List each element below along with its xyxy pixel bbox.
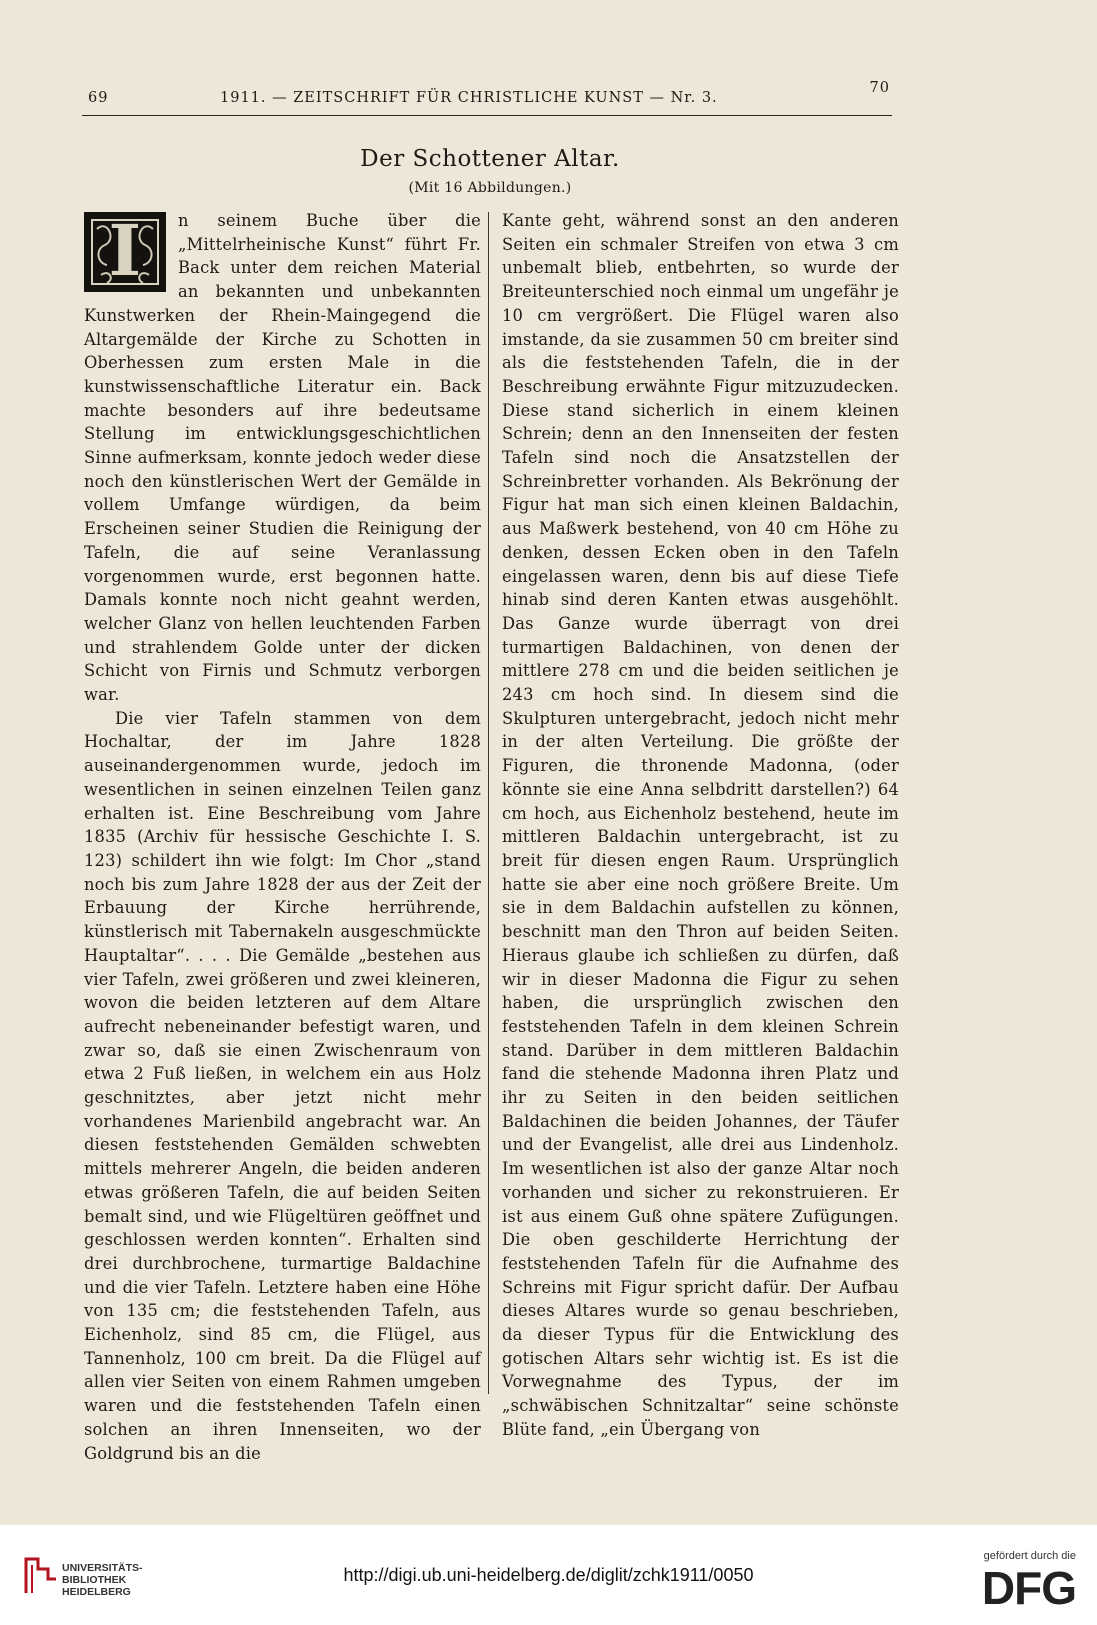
- running-title: 1911. — ZEITSCHRIFT FÜR CHRISTLICHE KUNST — Nr. 3.: [220, 90, 718, 106]
- text-column-left: [84, 209, 481, 1465]
- funded-by-label: gefördert durch die: [983, 1550, 1076, 1562]
- header-rule: [82, 115, 892, 116]
- paragraph-right-1: Kante geht, während sonst an den anderen Seiten ein schmaler Streifen von etwa 3 cm unbemalt blieb, entbehrten, so wurde der Breiteunterschied noch einmal um ungefähr je 10 cm vergrößert. Die Flügel waren also imstande, da sie zusammen 50 cm breiter sind als die feststehenden Tafeln, die in der Beschreibung erwähnte Figur mitzuzudecken. Diese stand sicherlich in einem kleinen Schrein; denn an den Innenseiten der festen Tafeln sind noch die Ansatzstellen der Schreinbretter vorhanden. Als Bekrönung der Figur hat man sich einen kleinen Baldachin, aus Maßwerk bestehend, von 40 cm Höhe zu denken, dessen Ecken oben in den Tafeln eingelassen waren, denn bis auf diese Tiefe hinab sind deren Kanten etwas ausgehöhlt. Das Ganze wurde überragt von drei turmartigen Baldachinen, von denen der mittlere 278 cm und die beiden seitlichen je 243 cm hoch sind. In diesem sind die Skulpturen untergebracht, jedoch nicht mehr in der alten Verteilung. Die größte der Figuren, die thronende Madonna, (oder könnte sie eine Anna selbdritt darstellen?) 64 cm hoch, aus Eichenholz bestehend, heute im mittleren Baldachin untergebracht, ist zu breit für diesen engen Raum. Ursprünglich hatte sie aber eine noch größere Breite. Um sie in dem Baldachin aufstellen zu können, beschnitt man den Thron auf beiden Seiten. Hieraus glaube ich schließen zu dürfen, daß wir in dieser Madonna die Figur zu sehen haben, die ursprünglich zwischen den feststehenden Tafeln in dem kleinen Schrein stand. Darüber in dem mittleren Baldachin fand die stehende Madonna ihren Platz und ihr zu Seiten in den beiden seitlichen Baldachinen die beiden Johannes, der Täufer und der Evangelist, alle drei aus Lindenholz. Im wesentlichen ist also der ganze Altar noch vorhanden und sicher zu rekonstruieren. Er ist aus einem Guß ohne spätere Zufügungen. Die oben geschilderte Herrichtung der feststehenden Tafeln für die Aufnahme des Schreins mit Figur spricht dafür. Der Aufbau dieses Altares wurde so genau beschrieben, da dieser Typus für die Entwicklung des gotischen Altars sehr wichtig ist. Es ist die Vorwegnahme des Typus, der im „schwäbischen Schnitzaltar“ seine schönste Blüte fand, „ein Übergang von: [502, 211, 899, 1439]
- paragraph-left-1: n seinem Buche über die „Mittelrheinische Kunst“ führt Fr. Back unter dem reichen Material an bekannten und unbekannten Kunstwerken der Rhein-Maingegend die Altargemälde der Kirche zu Schotten in Oberhessen zum ersten Male in die kunstwissenschaftliche Literatur ein. Back machte besonders auf ihre bedeutsame Stellung im entwicklungsgeschichtlichen Sinne aufmerksam, konnte jedoch weder diese noch den künstlerischen Wert der Gemälde in vollem Umfange würdigen, da beim Erscheinen seiner Studien die Reinigung der Tafeln, die auf seine Veranlassung vorgenommen wurde, erst begonnen hatte. Damals konnte noch nicht geahnt werden, welcher Glanz von hellen leuchtenden Farben und strahlendem Golde unter der dicken Schicht von Firnis und Schmutz verborgen war.: [84, 211, 481, 705]
- paragraph-left-2: Die vier Tafeln stammen von dem Hochaltar, der im Jahre 1828 auseinandergenommen wurde, jedoch im wesentlichen in seinen einzelnen Teilen ganz erhalten ist. Eine Beschreibung vom Jahre 1835 (Archiv für hessische Geschichte I. S. 123) schildert ihn wie folgt: Im Chor „stand noch bis zum Jahre 1828 der aus der Zeit der Erbauung der Kirche herrührende, künstlerisch mit Tabernakeln ausgeschmückte Hauptaltar“. . . . Die Gemälde „bestehen aus vier Tafeln, zwei größeren und zwei kleineren, wovon die beiden letzteren auf dem Altare aufrecht nebeneinander befestigt waren, und zwar so, daß sie einen Zwischenraum von etwa 2 Fuß ließen, in welchem ein aus Holz geschnitztes, aber jetzt nicht mehr vorhandenes Marienbild angebracht war. An diesen feststehenden Gemälden schwebten mittels mehrerer Angeln, die beiden anderen etwas größeren Tafeln, die auf beiden Seiten bemalt sind, und wie Flügeltüren geöffnet und geschlossen werden konnten“. Erhalten sind drei durchbrochene, turmartige Baldachine und die vier Tafeln. Letztere haben eine Höhe von 135 cm; die feststehenden Tafeln, aus Eichenholz, sind 85 cm, die Flügel, aus Tannenholz, 100 cm breit. Da die Flügel auf allen vier Seiten von einem Rahmen umgeben waren und die feststehenden Tafeln einen solchen an ihren Innenseiten, wo der Goldgrund bis an die: [84, 708, 481, 1463]
- library-name-line-1: UNIVERSITÄTS-: [62, 1562, 143, 1574]
- digitization-footer: [0, 1525, 1097, 1625]
- page-number-right: 70: [869, 80, 890, 96]
- text-column-right: [502, 209, 899, 1442]
- permalink-url[interactable]: http://digi.ub.uni-heidelberg.de/diglit/zchk1911/0050: [343, 1565, 754, 1585]
- page-number-left: 69: [88, 90, 109, 106]
- running-header: [80, 80, 890, 110]
- article-subtitle: (Mit 16 Abbildungen.): [408, 180, 572, 196]
- ornamental-initial-icon: [84, 212, 166, 292]
- column-divider: [488, 212, 489, 1394]
- initial-letter: I: [108, 212, 142, 292]
- article-title: Der Schottener Altar.: [360, 146, 620, 172]
- library-name-line-2: BIBLIOTHEK: [62, 1574, 127, 1586]
- library-name-line-3: HEIDELBERG: [62, 1586, 131, 1598]
- dfg-logo: DFG: [981, 1562, 1076, 1614]
